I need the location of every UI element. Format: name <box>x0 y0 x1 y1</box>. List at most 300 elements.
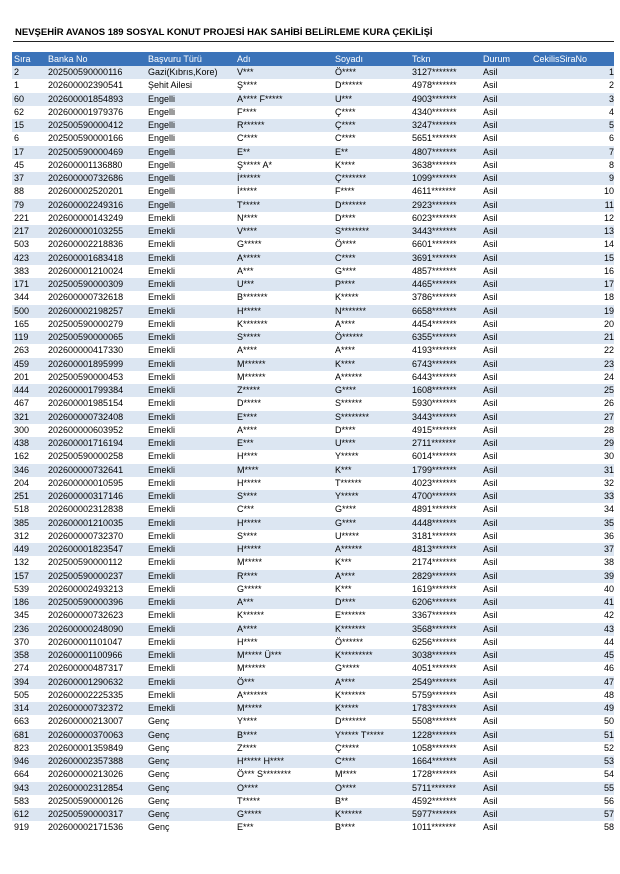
cell-adi: İ****** <box>235 172 333 185</box>
table-row <box>12 93 614 106</box>
cell-tckn: 4465******* <box>410 278 481 291</box>
cell-banka-no: 202500590000237 <box>46 570 146 583</box>
table-row <box>12 199 614 212</box>
cell-adi: M****** <box>235 371 333 384</box>
cell-tckn: 5651******* <box>410 132 481 145</box>
cell-soyadi: G**** <box>333 265 410 278</box>
cell-adi: M***** <box>235 702 333 715</box>
cell-soyadi: K**** <box>333 358 410 371</box>
cell-soyadi: C**** <box>333 252 410 265</box>
column-header-tckn: Tckn <box>410 52 481 66</box>
cell-banka-no: 202600002171536 <box>46 821 146 834</box>
cell-sira: 79 <box>12 199 46 212</box>
cell-soyadi: N******* <box>333 305 410 318</box>
cell-soyadi: A**** <box>333 570 410 583</box>
cell-sira: 62 <box>12 106 46 119</box>
cell-tckn: 3247******* <box>410 119 481 132</box>
cell-basvuru-turu: Engelli <box>146 119 235 132</box>
cell-sira: 88 <box>12 185 46 198</box>
table-row <box>12 530 614 543</box>
cell-tckn: 1728******* <box>410 768 481 781</box>
cell-sira: 251 <box>12 490 46 503</box>
cell-basvuru-turu: Emekli <box>146 397 235 410</box>
cell-sira: 1 <box>12 79 46 92</box>
table-row <box>12 146 614 159</box>
cell-cekilis-sira-no: 25 <box>531 384 614 397</box>
cell-basvuru-turu: Engelli <box>146 159 235 172</box>
cell-durum: Asil <box>481 265 531 278</box>
cell-durum: Asil <box>481 464 531 477</box>
cell-adi: N**** <box>235 212 333 225</box>
cell-banka-no: 202600001799384 <box>46 384 146 397</box>
cell-cekilis-sira-no: 39 <box>531 570 614 583</box>
cell-adi: B******* <box>235 291 333 304</box>
table-row <box>12 768 614 781</box>
table-row <box>12 715 614 728</box>
cell-adi: S**** <box>235 530 333 543</box>
cell-cekilis-sira-no: 40 <box>531 583 614 596</box>
cell-soyadi: S******** <box>333 411 410 424</box>
cell-tckn: 5711******* <box>410 782 481 795</box>
cell-basvuru-turu: Emekli <box>146 437 235 450</box>
cell-sira: 221 <box>12 212 46 225</box>
table-row <box>12 238 614 251</box>
cell-tckn: 2829******* <box>410 570 481 583</box>
cell-sira: 132 <box>12 556 46 569</box>
cell-tckn: 5977******* <box>410 808 481 821</box>
table-row <box>12 464 614 477</box>
cell-adi: İ***** <box>235 185 333 198</box>
cell-durum: Asil <box>481 530 531 543</box>
table-row <box>12 623 614 636</box>
cell-sira: 505 <box>12 689 46 702</box>
cell-tckn: 6256******* <box>410 636 481 649</box>
cell-basvuru-turu: Emekli <box>146 490 235 503</box>
cell-cekilis-sira-no: 36 <box>531 530 614 543</box>
cell-soyadi: K*** <box>333 556 410 569</box>
cell-cekilis-sira-no: 54 <box>531 768 614 781</box>
cell-soyadi: A**** <box>333 318 410 331</box>
table-row <box>12 543 614 556</box>
cell-durum: Asil <box>481 490 531 503</box>
cell-banka-no: 202600002493213 <box>46 583 146 596</box>
column-header-sira: Sıra <box>12 52 46 66</box>
cell-cekilis-sira-no: 57 <box>531 808 614 821</box>
table-row <box>12 252 614 265</box>
cell-banka-no: 202600000317146 <box>46 490 146 503</box>
cell-banka-no: 202600002520201 <box>46 185 146 198</box>
cell-cekilis-sira-no: 2 <box>531 79 614 92</box>
cell-basvuru-turu: Genç <box>146 729 235 742</box>
cell-durum: Asil <box>481 93 531 106</box>
table-row <box>12 384 614 397</box>
cell-banka-no: 202500590000317 <box>46 808 146 821</box>
cell-durum: Asil <box>481 199 531 212</box>
cell-tckn: 1608******* <box>410 384 481 397</box>
cell-soyadi: A**** <box>333 344 410 357</box>
cell-soyadi: A**** <box>333 676 410 689</box>
cell-tckn: 4813******* <box>410 543 481 556</box>
cell-soyadi: E******* <box>333 609 410 622</box>
cell-soyadi: K****** <box>333 808 410 821</box>
cell-cekilis-sira-no: 43 <box>531 623 614 636</box>
cell-adi: E*** <box>235 437 333 450</box>
cell-soyadi: S******** <box>333 225 410 238</box>
cell-tckn: 3568******* <box>410 623 481 636</box>
cell-cekilis-sira-no: 52 <box>531 742 614 755</box>
cell-sira: 17 <box>12 146 46 159</box>
cell-adi: S***** <box>235 331 333 344</box>
cell-durum: Asil <box>481 450 531 463</box>
cell-cekilis-sira-no: 35 <box>531 517 614 530</box>
cell-soyadi: C**** <box>333 132 410 145</box>
cell-tckn: 4807******* <box>410 146 481 159</box>
table-row <box>12 583 614 596</box>
cell-soyadi: D**** <box>333 212 410 225</box>
cell-adi: A**** <box>235 424 333 437</box>
cell-adi: H**** <box>235 450 333 463</box>
cell-adi: C**** <box>235 132 333 145</box>
cell-banka-no: 202600001290632 <box>46 676 146 689</box>
cell-cekilis-sira-no: 9 <box>531 172 614 185</box>
cell-soyadi: D**** <box>333 424 410 437</box>
cell-soyadi: D******* <box>333 199 410 212</box>
cell-basvuru-turu: Emekli <box>146 411 235 424</box>
cell-banka-no: 202600002390541 <box>46 79 146 92</box>
cell-cekilis-sira-no: 33 <box>531 490 614 503</box>
cell-basvuru-turu: Emekli <box>146 570 235 583</box>
cell-tckn: 2711******* <box>410 437 481 450</box>
table-row <box>12 331 614 344</box>
cell-durum: Asil <box>481 132 531 145</box>
cell-banka-no: 202600001359849 <box>46 742 146 755</box>
cell-sira: 236 <box>12 623 46 636</box>
cell-cekilis-sira-no: 7 <box>531 146 614 159</box>
table-row <box>12 132 614 145</box>
cell-banka-no: 202600000732623 <box>46 609 146 622</box>
cell-basvuru-turu: Engelli <box>146 93 235 106</box>
cell-durum: Asil <box>481 609 531 622</box>
cell-sira: 663 <box>12 715 46 728</box>
cell-soyadi: G**** <box>333 503 410 516</box>
cell-banka-no: 202500590000116 <box>46 66 146 79</box>
cell-soyadi: Y***** T***** <box>333 729 410 742</box>
column-header-banka-no: Banka No <box>46 52 146 66</box>
column-header-basvuru-turu: Başvuru Türü <box>146 52 235 66</box>
cell-adi: A***** <box>235 252 333 265</box>
cell-durum: Asil <box>481 344 531 357</box>
cell-basvuru-turu: Emekli <box>146 689 235 702</box>
table-row <box>12 755 614 768</box>
cell-banka-no: 202600000603952 <box>46 424 146 437</box>
cell-soyadi: F**** <box>333 185 410 198</box>
table-row <box>12 291 614 304</box>
cell-cekilis-sira-no: 42 <box>531 609 614 622</box>
cell-cekilis-sira-no: 23 <box>531 358 614 371</box>
cell-tckn: 4340******* <box>410 106 481 119</box>
cell-durum: Asil <box>481 517 531 530</box>
cell-basvuru-turu: Engelli <box>146 106 235 119</box>
cell-sira: 681 <box>12 729 46 742</box>
cell-soyadi: K******* <box>333 623 410 636</box>
cell-banka-no: 202600000732372 <box>46 702 146 715</box>
cell-cekilis-sira-no: 55 <box>531 782 614 795</box>
cell-soyadi: K*** <box>333 583 410 596</box>
cell-basvuru-turu: Emekli <box>146 238 235 251</box>
cell-adi: M****** <box>235 662 333 675</box>
cell-sira: 37 <box>12 172 46 185</box>
cell-durum: Asil <box>481 570 531 583</box>
cell-tckn: 4978******* <box>410 79 481 92</box>
cell-basvuru-turu: Engelli <box>146 146 235 159</box>
cell-soyadi: U*** <box>333 93 410 106</box>
cell-tckn: 6014******* <box>410 450 481 463</box>
cell-basvuru-turu: Emekli <box>146 517 235 530</box>
cell-tckn: 3181******* <box>410 530 481 543</box>
cell-cekilis-sira-no: 24 <box>531 371 614 384</box>
cell-banka-no: 202600002225335 <box>46 689 146 702</box>
cell-durum: Asil <box>481 66 531 79</box>
table-row <box>12 159 614 172</box>
cell-tckn: 3038******* <box>410 649 481 662</box>
cell-basvuru-turu: Emekli <box>146 676 235 689</box>
cell-basvuru-turu: Emekli <box>146 623 235 636</box>
cell-durum: Asil <box>481 79 531 92</box>
cell-adi: Z***** <box>235 384 333 397</box>
cell-adi: B**** <box>235 729 333 742</box>
table-row <box>12 702 614 715</box>
cell-sira: 346 <box>12 464 46 477</box>
cell-sira: 204 <box>12 477 46 490</box>
cell-adi: H***** <box>235 305 333 318</box>
table-row <box>12 66 614 79</box>
cell-cekilis-sira-no: 1 <box>531 66 614 79</box>
cell-banka-no: 202600002249316 <box>46 199 146 212</box>
cell-cekilis-sira-no: 31 <box>531 464 614 477</box>
cell-banka-no: 202600000213026 <box>46 768 146 781</box>
cell-durum: Asil <box>481 782 531 795</box>
cell-soyadi: G***** <box>333 662 410 675</box>
column-header-soyadi: Soyadı <box>333 52 410 66</box>
cell-sira: 444 <box>12 384 46 397</box>
table-row <box>12 265 614 278</box>
cell-soyadi: D******* <box>333 715 410 728</box>
cell-tckn: 4611******* <box>410 185 481 198</box>
table-row <box>12 318 614 331</box>
cell-soyadi: Y***** <box>333 450 410 463</box>
cell-cekilis-sira-no: 47 <box>531 676 614 689</box>
cell-durum: Asil <box>481 424 531 437</box>
table-row <box>12 212 614 225</box>
table-row <box>12 729 614 742</box>
cell-cekilis-sira-no: 56 <box>531 795 614 808</box>
cell-adi: Y**** <box>235 715 333 728</box>
cell-cekilis-sira-no: 37 <box>531 543 614 556</box>
cell-cekilis-sira-no: 30 <box>531 450 614 463</box>
cell-basvuru-turu: Emekli <box>146 371 235 384</box>
cell-sira: 165 <box>12 318 46 331</box>
cell-durum: Asil <box>481 238 531 251</box>
table-row <box>12 556 614 569</box>
cell-banka-no: 202600001823547 <box>46 543 146 556</box>
cell-soyadi: U**** <box>333 437 410 450</box>
cell-sira: 612 <box>12 808 46 821</box>
table-header-row <box>12 52 614 66</box>
cell-sira: 383 <box>12 265 46 278</box>
cell-cekilis-sira-no: 16 <box>531 265 614 278</box>
table-row <box>12 689 614 702</box>
table-row <box>12 490 614 503</box>
cell-adi: M****** <box>235 358 333 371</box>
cell-basvuru-turu: Genç <box>146 742 235 755</box>
table-row <box>12 570 614 583</box>
cell-sira: 358 <box>12 649 46 662</box>
cell-cekilis-sira-no: 19 <box>531 305 614 318</box>
cell-adi: T***** <box>235 199 333 212</box>
cell-cekilis-sira-no: 22 <box>531 344 614 357</box>
cell-adi: H***** <box>235 517 333 530</box>
cell-tckn: 4051******* <box>410 662 481 675</box>
cell-cekilis-sira-no: 53 <box>531 755 614 768</box>
cell-sira: 943 <box>12 782 46 795</box>
cell-soyadi: Ç******* <box>333 172 410 185</box>
cell-durum: Asil <box>481 159 531 172</box>
cell-adi: M**** <box>235 464 333 477</box>
cell-banka-no: 202600000010595 <box>46 477 146 490</box>
cell-banka-no: 202500590000279 <box>46 318 146 331</box>
cell-basvuru-turu: Emekli <box>146 344 235 357</box>
cell-basvuru-turu: Genç <box>146 821 235 834</box>
cell-sira: 946 <box>12 755 46 768</box>
cell-banka-no: 202600001100966 <box>46 649 146 662</box>
cell-banka-no: 202500590000166 <box>46 132 146 145</box>
cell-tckn: 4857******* <box>410 265 481 278</box>
cell-tckn: 4700******* <box>410 490 481 503</box>
cell-adi: C*** <box>235 503 333 516</box>
cell-tckn: 3638******* <box>410 159 481 172</box>
cell-soyadi: G**** <box>333 517 410 530</box>
table-row <box>12 609 614 622</box>
cell-durum: Asil <box>481 768 531 781</box>
cell-sira: 423 <box>12 252 46 265</box>
cell-tckn: 4448******* <box>410 517 481 530</box>
cell-tckn: 1099******* <box>410 172 481 185</box>
cell-basvuru-turu: Emekli <box>146 530 235 543</box>
cell-banka-no: 202600000732686 <box>46 172 146 185</box>
cell-adi: S**** <box>235 490 333 503</box>
cell-cekilis-sira-no: 27 <box>531 411 614 424</box>
cell-basvuru-turu: Emekli <box>146 477 235 490</box>
cell-soyadi: B**** <box>333 821 410 834</box>
cell-soyadi: E** <box>333 146 410 159</box>
cell-sira: 394 <box>12 676 46 689</box>
cell-tckn: 5759******* <box>410 689 481 702</box>
cell-basvuru-turu: Emekli <box>146 305 235 318</box>
cell-sira: 201 <box>12 371 46 384</box>
cell-sira: 345 <box>12 609 46 622</box>
cell-basvuru-turu: Emekli <box>146 424 235 437</box>
cell-durum: Asil <box>481 503 531 516</box>
cell-tckn: 4592******* <box>410 795 481 808</box>
cell-banka-no: 202600001854893 <box>46 93 146 106</box>
cell-adi: Ş***** A* <box>235 159 333 172</box>
cell-banka-no: 202600002312838 <box>46 503 146 516</box>
table-row <box>12 517 614 530</box>
cell-sira: 321 <box>12 411 46 424</box>
cell-soyadi: K***** <box>333 291 410 304</box>
cell-banka-no: 202600001716194 <box>46 437 146 450</box>
cell-soyadi: Y***** <box>333 490 410 503</box>
cell-soyadi: S****** <box>333 397 410 410</box>
cell-durum: Asil <box>481 318 531 331</box>
cell-adi: O**** <box>235 782 333 795</box>
cell-basvuru-turu: Emekli <box>146 265 235 278</box>
cell-soyadi: D**** <box>333 596 410 609</box>
cell-adi: A**** <box>235 344 333 357</box>
cell-banka-no: 202600002198257 <box>46 305 146 318</box>
table-row <box>12 596 614 609</box>
cell-cekilis-sira-no: 45 <box>531 649 614 662</box>
cell-sira: 467 <box>12 397 46 410</box>
cell-soyadi: Ö****** <box>333 636 410 649</box>
cell-cekilis-sira-no: 4 <box>531 106 614 119</box>
cell-cekilis-sira-no: 12 <box>531 212 614 225</box>
cell-tckn: 1619******* <box>410 583 481 596</box>
cell-sira: 186 <box>12 596 46 609</box>
cell-cekilis-sira-no: 49 <box>531 702 614 715</box>
cell-banka-no: 202600001895999 <box>46 358 146 371</box>
table-row <box>12 503 614 516</box>
cell-basvuru-turu: Emekli <box>146 596 235 609</box>
table-row <box>12 358 614 371</box>
cell-cekilis-sira-no: 34 <box>531 503 614 516</box>
cell-soyadi: B** <box>333 795 410 808</box>
table-row <box>12 821 614 834</box>
cell-cekilis-sira-no: 46 <box>531 662 614 675</box>
cell-durum: Asil <box>481 291 531 304</box>
cell-sira: 919 <box>12 821 46 834</box>
cell-basvuru-turu: Emekli <box>146 662 235 675</box>
cell-tckn: 1799******* <box>410 464 481 477</box>
cell-soyadi: G**** <box>333 384 410 397</box>
cell-basvuru-turu: Genç <box>146 768 235 781</box>
cell-adi: F**** <box>235 106 333 119</box>
cell-adi: E*** <box>235 821 333 834</box>
table-row <box>12 344 614 357</box>
cell-tckn: 4915******* <box>410 424 481 437</box>
cell-tckn: 4454******* <box>410 318 481 331</box>
cell-cekilis-sira-no: 8 <box>531 159 614 172</box>
table-row <box>12 636 614 649</box>
table-row <box>12 397 614 410</box>
cell-durum: Asil <box>481 252 531 265</box>
cell-tckn: 1058******* <box>410 742 481 755</box>
cell-tckn: 6206******* <box>410 596 481 609</box>
cell-adi: M***** <box>235 556 333 569</box>
cell-banka-no: 202500590000469 <box>46 146 146 159</box>
cell-basvuru-turu: Emekli <box>146 556 235 569</box>
cell-banka-no: 202600000487317 <box>46 662 146 675</box>
cell-durum: Asil <box>481 808 531 821</box>
cell-cekilis-sira-no: 11 <box>531 199 614 212</box>
cell-basvuru-turu: Emekli <box>146 609 235 622</box>
cell-tckn: 2549******* <box>410 676 481 689</box>
cell-sira: 162 <box>12 450 46 463</box>
cell-sira: 438 <box>12 437 46 450</box>
cell-cekilis-sira-no: 14 <box>531 238 614 251</box>
cell-banka-no: 202600002357388 <box>46 755 146 768</box>
cell-sira: 171 <box>12 278 46 291</box>
